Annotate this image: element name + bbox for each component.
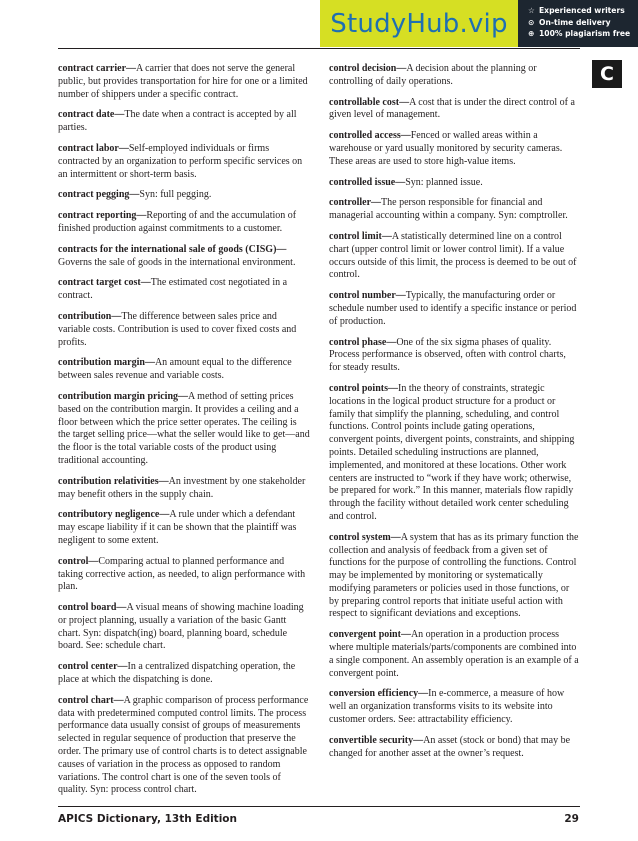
dictionary-entry: [58, 695, 310, 797]
entry-definition: A decision about the planning or controlling of daily operations.: [329, 63, 537, 87]
dictionary-entry: [329, 290, 579, 328]
banner-feature-label: Experienced writers: [539, 6, 625, 15]
entry-definition: The person responsible for financial and managerial accounting within a company. Syn: comptroller.: [329, 197, 568, 222]
entry-term: control center—: [58, 661, 128, 673]
dictionary-entry: [329, 735, 579, 761]
banner-feature: [528, 5, 638, 17]
dictionary-entry: [58, 509, 310, 547]
entry-definition: A cost that is under the direct control of a given level of management.: [329, 96, 575, 121]
dictionary-entry: [329, 231, 579, 282]
dictionary-entry: [58, 476, 310, 502]
entry-definition: Reporting of and the accumulation of finished production against commitments to a customer.: [58, 210, 297, 234]
dictionary-entry: [329, 688, 579, 726]
entry-definition: The date when a contract is accepted by all parties.: [58, 109, 297, 134]
entry-term: controlled access—: [329, 130, 411, 142]
entry-term: convertible security—: [329, 734, 424, 746]
entry-term: contract date—: [58, 109, 125, 121]
banner-feature-label: 100% plagiarism free: [539, 29, 631, 39]
entry-term: control chart—: [58, 694, 124, 706]
entry-term: control board—: [58, 602, 127, 614]
dictionary-entry: [58, 189, 310, 202]
entry-term: control phase—: [329, 336, 397, 348]
entry-term: conversion efficiency—: [329, 688, 429, 700]
entry-definition: Comparing actual to planned performance and taking corrective action, as needed, to align performance with plan.: [58, 555, 306, 593]
entry-term: control points—: [329, 382, 398, 394]
dictionary-entry: [58, 311, 310, 349]
entry-definition: A rule under which a defendant may escape liability if it can be shown that the plaintiff was negligent to some extent.: [58, 509, 297, 546]
banner-features: [518, 0, 638, 47]
ad-banner[interactable]: [320, 0, 638, 47]
dictionary-entry: [329, 63, 579, 89]
dictionary-entry: [58, 556, 310, 594]
studyhub-logo[interactable]: StudyHub.vip: [320, 0, 518, 47]
star-icon: ☆: [528, 6, 535, 15]
entry-definition: In e-commerce, a measure of how well an organization transforms visits to its website into customer orders. See: attractability efficiency.: [329, 688, 565, 726]
entry-definition: An investment by one stakeholder may benefit others in the supply chain.: [58, 475, 306, 500]
entry-term: contribution margin pricing—: [58, 390, 189, 402]
entry-term: convergent point—: [329, 629, 411, 641]
entry-definition: The estimated cost negotiated in a contract.: [58, 277, 288, 302]
dictionary-entry: [58, 109, 310, 135]
entry-term: contribution margin—: [58, 357, 155, 369]
header-divider: [58, 48, 580, 49]
entry-definition: In the theory of constraints, strategic locations in the logical product structure for a product or family that simplify the planning, scheduling, and control functions. Control points include gating operations, convergent points, divergent points, constraints, and shipping points. Detailed scheduling instructions are planned, implemented, and monitored at these locations. Other work centers are instructed to “work if they have work; otherwise, be prepared for work.” In this manner, materials flow rapidly through the facility without detailed work center scheduling and control.: [329, 382, 575, 522]
left-column: [58, 63, 310, 805]
dictionary-entry: [58, 357, 310, 383]
entry-definition: An asset (stock or bond) that may be changed for another asset at the owner’s request.: [329, 734, 571, 759]
entry-definition: A statistically determined line on a control chart (upper control limit or lower control limit). If a value occurs outside of this limit, the process is deemed to be out of control.: [329, 230, 577, 281]
banner-feature-label: On-time delivery: [539, 17, 611, 27]
entry-definition: One of the six sigma phases of quality. Process performance is observed, often with control charts, for steady results.: [329, 336, 566, 374]
entry-term: contracts for the international sale of goods (CISG)—: [58, 243, 287, 255]
dictionary-entry: [58, 210, 310, 236]
entry-definition: An operation in a production process where multiple materials/parts/components are combined into a single component. An assembly operation is an example of a convergent point.: [329, 629, 579, 679]
dictionary-entry: [329, 532, 579, 622]
dictionary-entry: [329, 130, 579, 168]
entry-term: controller—: [329, 197, 382, 209]
dictionary-entry: [329, 197, 579, 223]
entry-term: contract reporting—: [58, 210, 147, 222]
entry-definition: An amount equal to the difference between sales revenue and variable costs.: [58, 357, 292, 382]
dictionary-entry: [329, 337, 579, 375]
dictionary-entry: [58, 277, 310, 303]
dictionary-entry: [58, 391, 310, 468]
entry-term: controlled issue—: [329, 176, 406, 188]
entry-term: controllable cost—: [329, 96, 410, 108]
dictionary-entry: [58, 63, 310, 101]
footer-divider: [58, 806, 580, 807]
entry-term: contract carrier—: [58, 63, 137, 74]
entry-term: control system—: [329, 531, 401, 543]
entry-term: control—: [58, 555, 99, 567]
dictionary-entry: [58, 244, 310, 270]
entry-term: contract pegging—: [58, 189, 140, 201]
right-column: [329, 63, 579, 768]
entry-definition: In a centralized dispatching operation, the place at which the dispatching is done.: [58, 661, 296, 686]
footer-book-title: APICS Dictionary, 13th Edition: [58, 813, 237, 825]
dictionary-entry: [58, 602, 310, 653]
entry-term: control decision—: [329, 63, 407, 74]
entry-term: control limit—: [329, 230, 392, 242]
entry-definition: Syn: planned issue.: [405, 176, 483, 188]
clock-icon: ⊙: [528, 17, 535, 27]
entry-term: contribution—: [58, 310, 122, 322]
entry-definition: A graphic comparison of process performance data with predetermined computed control limits. The process performance data usually consist of groups of measurements selected in regular sequence of production that preserve the order. The primary use of control charts is to detect assignable causes of variation in the process as opposed to random variations. The control chart is one of the seven tools of quality. Syn: process control chart.: [58, 694, 309, 796]
entry-definition: A carrier that does not serve the general public, but provides transportation for hire for one or a limited number of shippers under a specific contract.: [58, 63, 308, 100]
entry-definition: A system that has as its primary function the collection and analysis of feedback from a given set of functions for the purpose of controlling the functions. Control may be implemented by monitoring or systematically modifying parameters or policies used in those functions, or by preparing control reports that initiate useful action with respect to significant deviations and exceptions.: [329, 531, 579, 620]
dictionary-entry: [58, 661, 310, 687]
entry-definition: Governs the sale of goods in the international environment.: [58, 256, 296, 268]
entry-term: control number—: [329, 290, 406, 302]
banner-feature: [528, 17, 638, 29]
section-letter-tab: C: [592, 60, 622, 88]
entry-definition: Typically, the manufacturing order or schedule number used to identify a specific instance or period of production.: [329, 290, 577, 327]
entry-definition: A method of setting prices based on the contribution margin. It provides a ceiling and a floor between which the price setter operates. The ceiling is the target selling price—what the seller would like to get—and the floor is the total variable costs of the product using traditional accounting.: [58, 390, 310, 466]
entry-definition: A visual means of showing machine loading or project planning, usually a variation of the basic Gantt chart. Syn: dispatch(ing) board, planning board, schedule board. See: schedule chart.: [58, 602, 304, 652]
dictionary-entry: [329, 97, 579, 123]
entry-definition: The difference between sales price and variable costs. Contribution is used to cover fixed costs and profits.: [58, 310, 297, 348]
dictionary-entry: [58, 143, 310, 181]
footer-page-number: 29: [564, 813, 579, 825]
entry-term: contributory negligence—: [58, 509, 170, 521]
entry-definition: Syn: full pegging.: [139, 189, 212, 201]
entry-term: contribution relativities—: [58, 475, 169, 487]
entry-definition: Fenced or walled areas within a warehouse or yard usually monitored by security cameras. These areas are used to store high-value items.: [329, 130, 563, 167]
banner-feature: [528, 28, 638, 40]
entry-term: contract labor—: [58, 142, 129, 154]
entry-definition: Self-employed individuals or firms contracted by an organization to perform specific services on an intermittent or short-term basis.: [58, 142, 303, 180]
dictionary-entry: [329, 177, 579, 190]
dictionary-entry: [329, 383, 579, 524]
dictionary-entry: [329, 629, 579, 680]
shield-icon: ⊕: [528, 29, 535, 39]
entry-term: contract target cost—: [58, 277, 151, 289]
